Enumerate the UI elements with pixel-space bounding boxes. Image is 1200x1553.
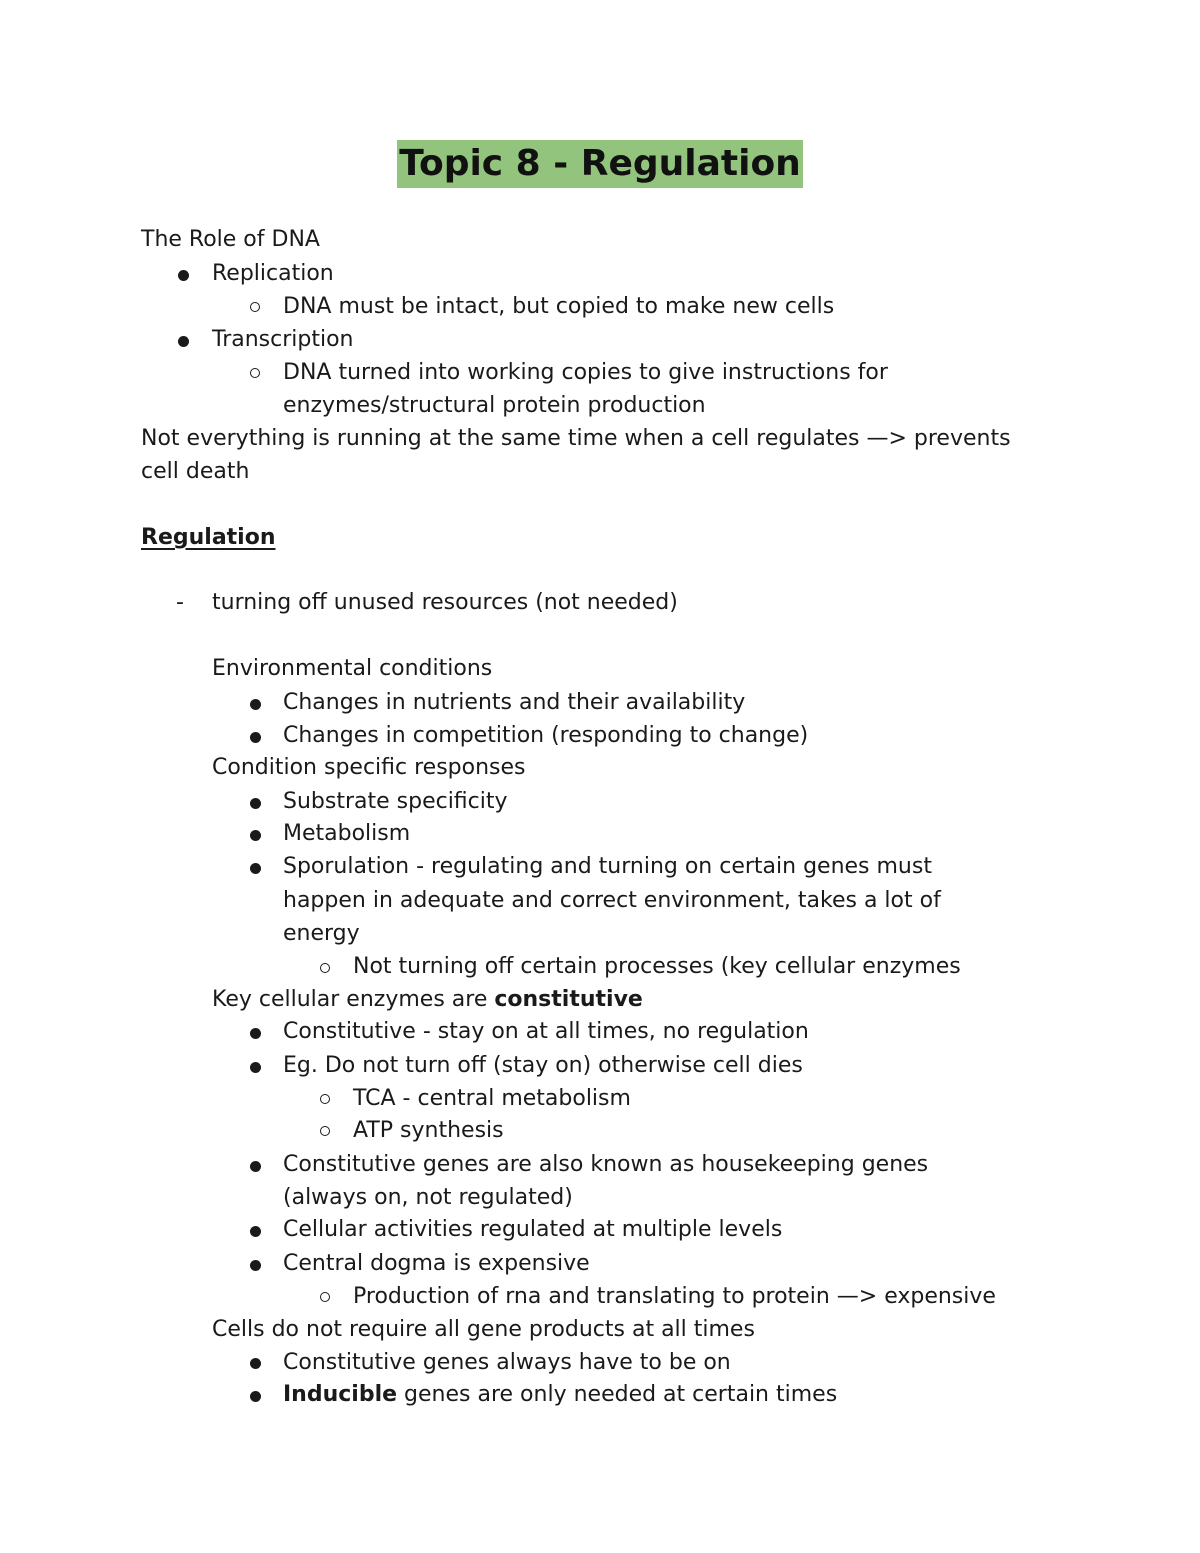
list-item: Transcription	[212, 327, 354, 352]
hollow-bullet-icon	[320, 963, 330, 973]
list-item: Changes in competition (responding to change)	[283, 723, 809, 748]
section-role-of-dna: The Role of DNA	[141, 227, 320, 252]
subheading: Condition specific responses	[212, 755, 526, 780]
list-item: Substrate specificity	[283, 789, 508, 814]
list-item: Metabolism	[283, 821, 411, 846]
page-title	[0, 140, 1200, 188]
subheading: Environmental conditions	[212, 656, 493, 681]
title-highlight: Topic 8 - Regulation	[397, 140, 803, 188]
bullet-icon	[250, 1062, 261, 1073]
hollow-bullet-icon	[320, 1126, 330, 1136]
list-item	[283, 1381, 837, 1409]
list-item: Production of rna and translating to protein —> expensive	[353, 1284, 996, 1309]
bullet-icon	[250, 1260, 261, 1271]
bold-term: Inducible	[283, 1382, 398, 1407]
subheading: Cells do not require all gene products at all times	[212, 1317, 755, 1342]
bullet-icon	[250, 699, 261, 710]
bullet-icon	[250, 1161, 261, 1172]
bullet-icon	[178, 270, 189, 281]
list-item-continuation: (always on, not regulated)	[283, 1185, 573, 1210]
hollow-bullet-icon	[250, 368, 260, 378]
paragraph-continuation: cell death	[141, 459, 250, 484]
list-item: Not turning off certain processes (key cellular enzymes	[353, 954, 961, 979]
list-item: Cellular activities regulated at multiple levels	[283, 1217, 783, 1242]
bold-term: constitutive	[494, 987, 643, 1012]
bullet-icon	[250, 1028, 261, 1039]
bullet-icon	[250, 1226, 261, 1237]
list-item: Sporulation - regulating and turning on certain genes must	[283, 854, 932, 879]
bullet-icon	[250, 732, 261, 743]
list-item-text: genes are only needed at certain times	[397, 1382, 838, 1407]
hollow-bullet-icon	[250, 302, 260, 312]
list-item: Replication	[212, 261, 334, 286]
list-item: turning off unused resources (not needed)	[212, 590, 678, 615]
list-item-continuation: happen in adequate and correct environment, takes a lot of	[283, 888, 941, 913]
bullet-icon	[250, 1358, 261, 1369]
dash-icon: -	[176, 590, 184, 615]
list-item: Constitutive - stay on at all times, no regulation	[283, 1019, 809, 1044]
bullet-icon	[250, 798, 261, 809]
list-item: DNA must be intact, but copied to make new cells	[283, 294, 835, 319]
list-item: Constitutive genes always have to be on	[283, 1350, 731, 1375]
bullet-icon	[178, 336, 189, 347]
list-item: Constitutive genes are also known as housekeeping genes	[283, 1152, 929, 1177]
list-item: Eg. Do not turn off (stay on) otherwise cell dies	[283, 1053, 803, 1078]
list-item: Central dogma is expensive	[283, 1251, 590, 1276]
list-item: DNA turned into working copies to give instructions for	[283, 360, 888, 385]
bullet-icon	[250, 830, 261, 841]
paragraph: Not everything is running at the same time when a cell regulates —> prevents	[141, 426, 1011, 451]
subheading	[212, 986, 643, 1014]
subheading-text: Key cellular enzymes are	[212, 987, 495, 1012]
list-item: ATP synthesis	[353, 1118, 504, 1143]
section-heading-regulation: Regulation	[141, 525, 276, 550]
bullet-icon	[250, 863, 261, 874]
hollow-bullet-icon	[320, 1094, 330, 1104]
list-item-continuation: energy	[283, 921, 360, 946]
list-item-continuation: enzymes/structural protein production	[283, 393, 706, 418]
hollow-bullet-icon	[320, 1292, 330, 1302]
list-item: TCA - central metabolism	[353, 1086, 631, 1111]
list-item: Changes in nutrients and their availability	[283, 690, 746, 715]
bullet-icon	[250, 1391, 261, 1402]
